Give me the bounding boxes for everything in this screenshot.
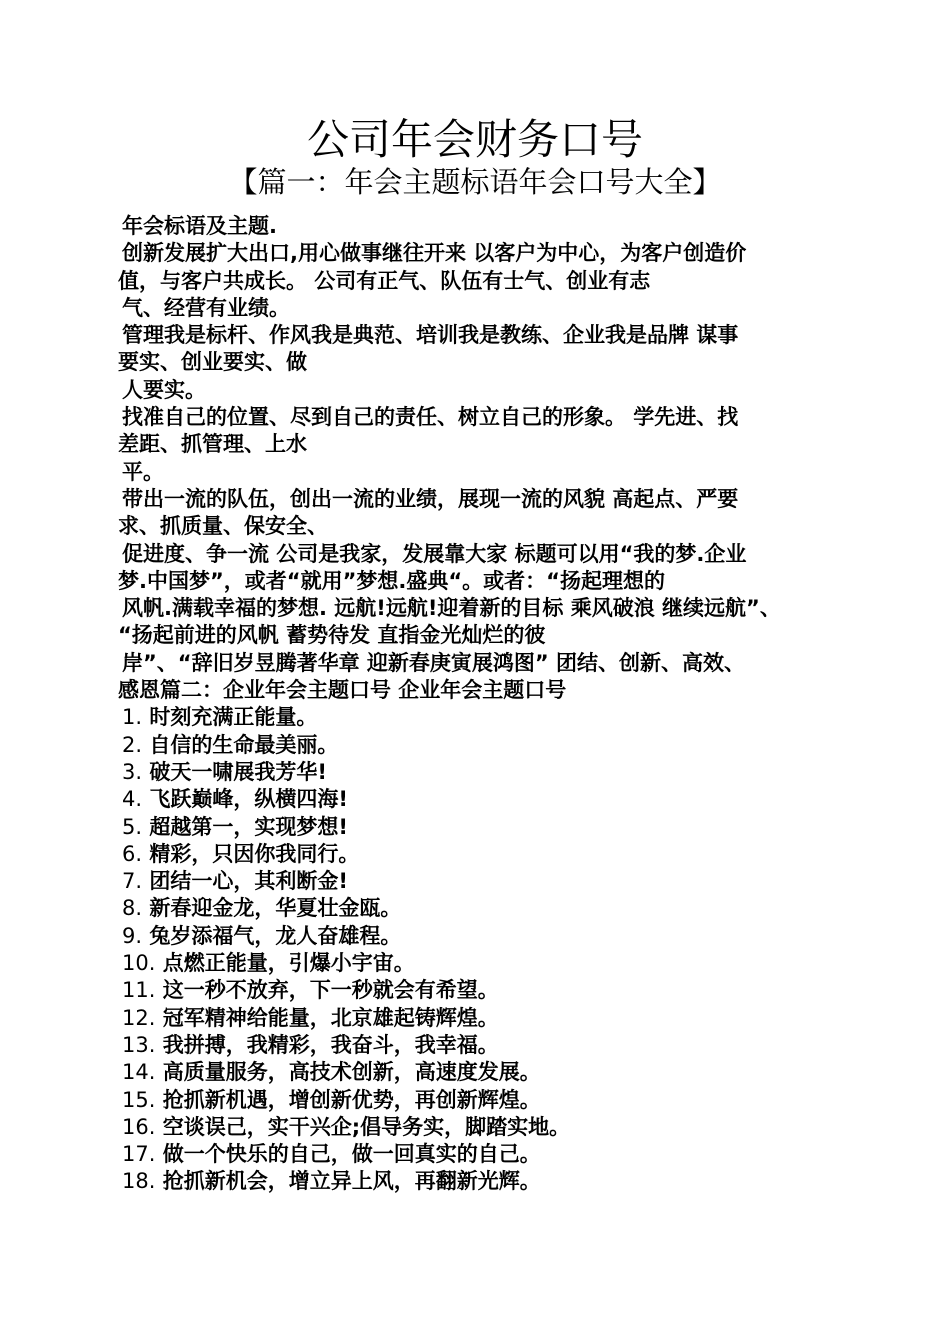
paragraph-line: 年会标语及主题. <box>122 214 277 238</box>
paragraph-line: 平。 <box>122 459 164 484</box>
paragraph-line: 人要实。 <box>122 377 206 402</box>
list-number: 15. <box>122 1087 156 1112</box>
paragraph-line: 风帆.满载幸福的梦想. 远航!远航!迎着新的目标 乘风破浪 继续远航”、 <box>122 596 781 621</box>
list-item <box>118 1087 840 1114</box>
list-text: 兔岁添福气，龙人奋雄程。 <box>149 923 402 948</box>
list-number: 17. <box>122 1142 156 1167</box>
list-text: 抢抓新机会，增立异上风，再翻新光辉。 <box>162 1169 541 1194</box>
list-text: 破天一啸展我芳华! <box>149 759 327 784</box>
list-number: 3. <box>122 759 143 784</box>
paragraph-line: 要实、创业要实、做 <box>118 350 307 375</box>
list-item <box>118 950 840 977</box>
paragraph-line: 创新发展扩大出口,用心做事继往开来 以客户为中心，为客户创造价 <box>122 241 747 266</box>
list-text: 这一秒不放弃，下一秒就会有希望。 <box>162 978 499 1003</box>
paragraph-line: 求、抓质量、保安全、 <box>118 514 328 539</box>
list-number: 9. <box>122 923 143 948</box>
list-text: 团结一心，其利断金! <box>149 869 348 894</box>
list-item <box>118 923 840 950</box>
document-subtitle: 【篇一：年会主题标语年会口号大全】 <box>228 165 722 199</box>
paragraph-line: 值，与客户共成长。 公司有正气、队伍有士气、创业有志 <box>118 268 651 293</box>
list-item <box>118 1059 840 1086</box>
list-text: 抢抓新机遇，增创新优势，再创新辉煌。 <box>162 1087 541 1112</box>
list-text: 自信的生命最美丽。 <box>149 732 339 757</box>
list-item <box>118 895 840 922</box>
paragraph-line: 找准自己的位置、尽到自己的责任、树立自己的形象。 学先进、找 <box>122 405 739 430</box>
list-number: 13. <box>122 1032 156 1057</box>
list-number: 16. <box>122 1114 156 1139</box>
list-item <box>118 1032 840 1059</box>
list-number: 6. <box>122 841 143 866</box>
list-text: 飞跃巅峰，纵横四海! <box>149 787 348 812</box>
paragraph-line: 气、经营有业绩。 <box>122 295 290 320</box>
list-text: 高质量服务，高技术创新，高速度发展。 <box>162 1060 541 1085</box>
list-text: 时刻充满正能量。 <box>149 705 318 730</box>
list-item <box>118 1005 840 1032</box>
list-text: 我拼搏，我精彩，我奋斗，我幸福。 <box>162 1032 499 1057</box>
list-text: 超越第一，实现梦想! <box>149 814 348 839</box>
paragraph-line: 带出一流的队伍，创出一流的业绩，展现一流的风貌 高起点、严要 <box>122 486 739 511</box>
paragraph-line: 管理我是标杆、作风我是典范、培训我是教练、企业我是品牌 谋事 <box>122 323 739 348</box>
list-item <box>118 786 840 813</box>
list-number: 12. <box>122 1005 156 1030</box>
list-item <box>118 977 840 1004</box>
list-number: 10. <box>122 951 156 976</box>
paragraph-line: 岸”、“辞旧岁昱腾著华章 迎新春庚寅展鸿图” 团结、创新、高效、 <box>122 650 746 675</box>
document-title: 公司年会财务口号 <box>306 115 643 164</box>
paragraph-line: “扬起前进的风帆 蓄势待发 直指金光灿烂的彼 <box>118 623 546 648</box>
list-item <box>118 732 840 759</box>
document-body <box>118 213 840 1196</box>
list-number: 11. <box>122 978 156 1003</box>
list-item <box>118 1168 840 1195</box>
list-number: 4. <box>122 787 143 812</box>
paragraph-line: 感恩篇二：企业年会主题口号 企业年会主题口号 <box>118 678 567 703</box>
list-text: 冠军精神给能量，北京雄起铸辉煌。 <box>162 1005 499 1030</box>
list-text: 空谈误己，实干兴企;倡导务实，脚踏实地。 <box>162 1114 571 1139</box>
paragraph-line: 促进度、争一流 公司是我家，发展靠大家 标题可以用“我的梦.企业 <box>122 541 747 566</box>
list-text: 做一个快乐的自己，做一回真实的自己。 <box>162 1142 541 1167</box>
list-item <box>118 1141 840 1168</box>
list-text: 点燃正能量，引爆小宇宙。 <box>162 951 415 976</box>
list-number: 7. <box>122 869 143 894</box>
list-item <box>118 841 840 868</box>
list-text: 新春迎金龙，华夏壮金瓯。 <box>149 896 402 921</box>
list-number: 14. <box>122 1060 156 1085</box>
list-item <box>118 1114 840 1141</box>
slogan-list <box>118 704 840 1195</box>
list-item <box>118 868 840 895</box>
list-item <box>118 759 840 786</box>
list-item <box>118 814 840 841</box>
list-number: 1. <box>122 705 143 730</box>
list-number: 8. <box>122 896 143 921</box>
list-number: 2. <box>122 732 143 757</box>
list-item <box>118 704 840 731</box>
paragraph-line: 梦.中国梦”，或者“就用”梦想.盛典“。或者：“扬起理想的 <box>118 568 665 593</box>
paragraph-line: 差距、抓管理、上水 <box>118 432 307 457</box>
list-number: 18. <box>122 1169 156 1194</box>
list-text: 精彩，只因你我同行。 <box>149 841 360 866</box>
list-number: 5. <box>122 814 143 839</box>
